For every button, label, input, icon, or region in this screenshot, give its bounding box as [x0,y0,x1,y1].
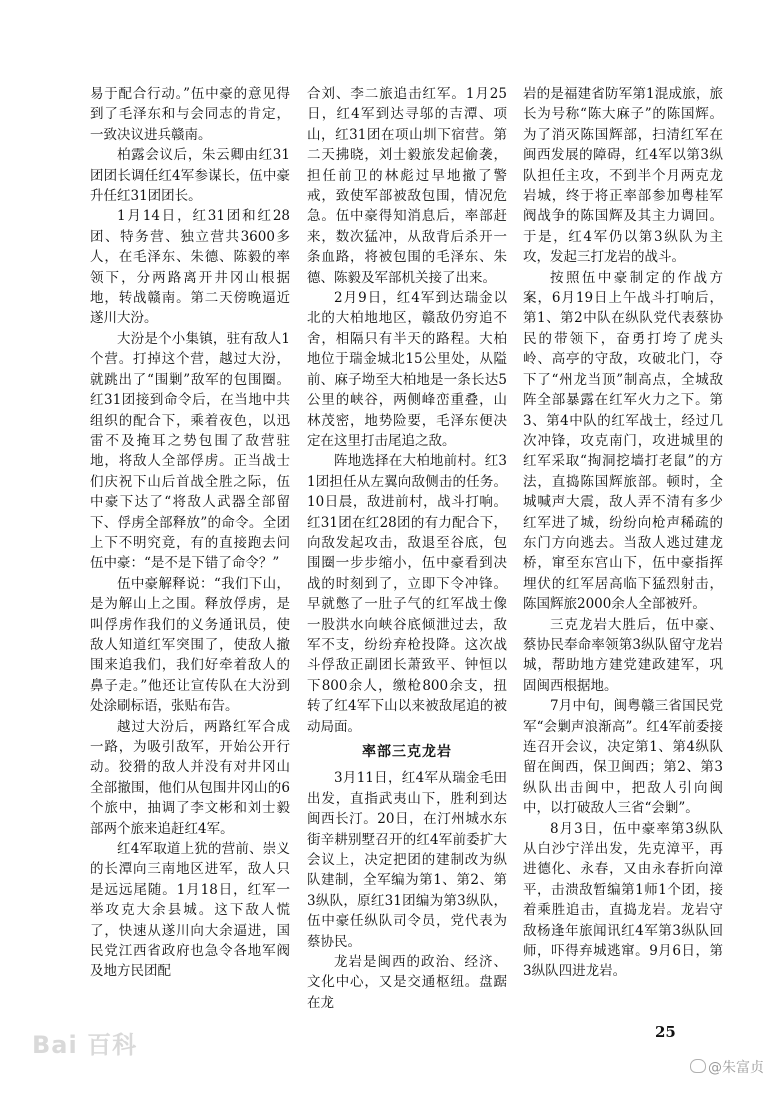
section-heading: 率部三克龙岩 [362,744,452,760]
paragraph: 3月11日，红4军从瑞金毛田出发，直指武夷山下，胜利到达闽西长汀。20日，在汀州城水东街辛耕别墅召开的红4军前委扩大会议上，决定把团的建制改为纵队建制，全军编为第1、第2、第3纵队，原红31团编为第3纵队，伍中豪任纵队司令员，党代表为蔡协民。 [307,770,507,950]
paragraph: 柏露会议后，朱云卿由红31团团长调任红4军参谋长，伍中豪升任红31团团长。 [90,147,290,205]
paragraph: 伍中豪解释说：“我们下山，是为解山上之围。释放俘虏，是叫俘虏作我们的义务通讯员，使敌人知道红军突围了，使敌人撤围来追我们，我们好牵着敌人的鼻子走。”他还让宣传队在大汾到处涂刷标语，张贴布告。 [90,575,290,715]
weibo-handle: @朱富贞 [708,1060,764,1076]
paragraph: 7月中旬，闽粤赣三省国民党军“会剿声浪渐高”。红4军前委接连召开会议，决定第1、第4纵队留在闽西，保卫闽西；第2、第3纵队出击闽中，把敌人引向闽中，以打破敌人三省“会剿”。 [523,698,723,817]
paragraph: 龙岩是闽西的政治、经济、文化中心，又是交通枢纽。盘踞在龙 [307,954,507,1011]
text-column-right [523,84,723,1024]
weibo-icon [690,1059,706,1073]
weibo-watermark [690,1057,764,1077]
paragraph: 1月14日，红31团和红28团、特务营、独立营共3600多人，在毛泽东、朱德、陈毅的率领下，分两路离开井冈山根据地，转战赣南。第二天傍晚逼近遂川大汾。 [90,208,290,327]
paragraph: 合刘、李二旅追击红军。1月25日，红4军到达寻邬的吉潭、项山，红31团在项山圳下宿营。第二天拂晓，刘士毅旅发起偷袭，担任前卫的林彪过早地撤了警戒，致使军部被敌包围，情况危急。伍中豪得知消息后，率部赶来，数次猛冲，从敌背后杀开一条血路，将被包围的毛泽东、朱德、陈毅及军部机关接了出来。 [307,86,507,286]
paragraph: 易于配合行动。”伍中豪的意见得到了毛泽东和与会同志的肯定，一致决议进兵赣南。 [90,86,290,143]
paragraph: 8月3日，伍中豪率第3纵队从白沙宁洋出发，先克漳平，再进德化、永春，又由永春折向漳平，击溃敌暂编第1师1个团，接着乘胜追击，直捣龙岩。龙岩守敌杨逢年旅闻讯红4军第3纵队回师，吓得弃城逃窜。9月6日，第3纵队四进龙岩。 [523,820,723,980]
text-column-left [90,84,290,1024]
paragraph: 按照伍中豪制定的作战方案，6月19日上午战斗打响后，第1、第2中队在纵队党代表蔡协民的带领下，奋勇打垮了虎头岭、高亭的守敌，攻破北门，夺下了“州龙当顶”制高点，全城敌阵全部暴露在红军火力之下。第3、第4中队的红军战士，经过几次冲锋，攻克南门，攻进城里的红军采取“掏洞挖墙打老鼠”的方法，直捣陈国辉旅部。顿时，全城喊声大震，敌人弄不清有多少红军进了城，纷纷向枪声稀疏的东门方向逃去。当敌人逃过建龙桥，窜至东宫山下，伍中豪指挥埋伏的红军居高临下猛烈射击，陈国辉旅2000余人全部被歼。 [523,269,723,613]
paragraph: 红4军取道上犹的营前、崇义的长潭向三南地区进军，敌人只是远远尾随。1月18日，红军一举攻克大余县城。这下敌人慌了，快速从遂川向大余逼进，国民党江西省政府也急令各地军阀及地方民团配 [90,841,290,980]
paragraph: 岩的是福建省防军第1混成旅，旅长为号称“陈大麻子”的陈国辉。为了消灭陈国辉部，扫清红军在闽西发展的障碍，红4军以第3纵队担任主攻，不到半个月两克龙岩城，终于将正率部参加粤桂军阀战争的陈国辉及其主力调回。于是，红4军仍以第3纵队为主攻，发起三打龙岩的战斗。 [523,86,723,266]
paragraph: 三克龙岩大胜后，伍中豪、蔡协民奉命率领第3纵队留守龙岩城，帮助地方建党建政建军，巩固闽西根据地。 [523,616,723,694]
paragraph: 阵地选择在大柏地前村。红31团担任从左翼向敌侧击的任务。10日晨，敌进前村，战斗打响。红31团在红28团的有力配合下，向敌发起攻击，敌退至谷底，包围圈一步步缩小，伍中豪看到决战的时刻到了，立即下令冲锋。早就憋了一肚子气的红军战士像一股洪水向峡谷底倾泄过去，敌军不支，纷纷弃枪投降。这次战斗俘敌正副团长萧致平、钟恒以下800余人，缴枪800余支，扭转了红4军下山以来被敌尾追的被动局面。 [307,453,507,735]
paragraph: 越过大汾后，两路红军合成一路，为吸引敌军，开始公开行动。狡猾的敌人并没有对井冈山全部撤围，他们从包围井冈山的6个旅中，抽调了李文彬和刘士毅部两个旅来追赶红4军。 [90,718,290,837]
page-number: 25 [655,1023,676,1041]
text-column-middle [307,84,507,1024]
paragraph: 2月9日，红4军到达瑞金以北的大柏地地区，赣敌仍穷追不舍，相隔只有半天的路程。大柏地位于瑞金城北15公里处，从隘前、麻子坳至大柏地是一条长达5公里的峡谷，两侧峰峦重叠，山林茂密，地势险要，毛泽东便决定在这里打击尾追之敌。 [307,290,507,449]
paragraph: 大汾是个小集镇，驻有敌人1个营。打掉这个营，越过大汾，就跳出了“围剿”敌军的包围圈。红31团接到命令后，在当地中共组织的配合下，乘着夜色，以迅雷不及掩耳之势包围了敌营驻地，将敌人全部俘虏。正当战士们庆祝下山后首战全胜之际，伍中豪下达了“将敌人武器全部留下、俘虏全部释放”的命令。全团上下不明究竟，有的直接跑去问伍中豪：“是不是下错了命令？” [90,330,290,572]
baike-watermark: Bai 百科 [32,1031,138,1059]
